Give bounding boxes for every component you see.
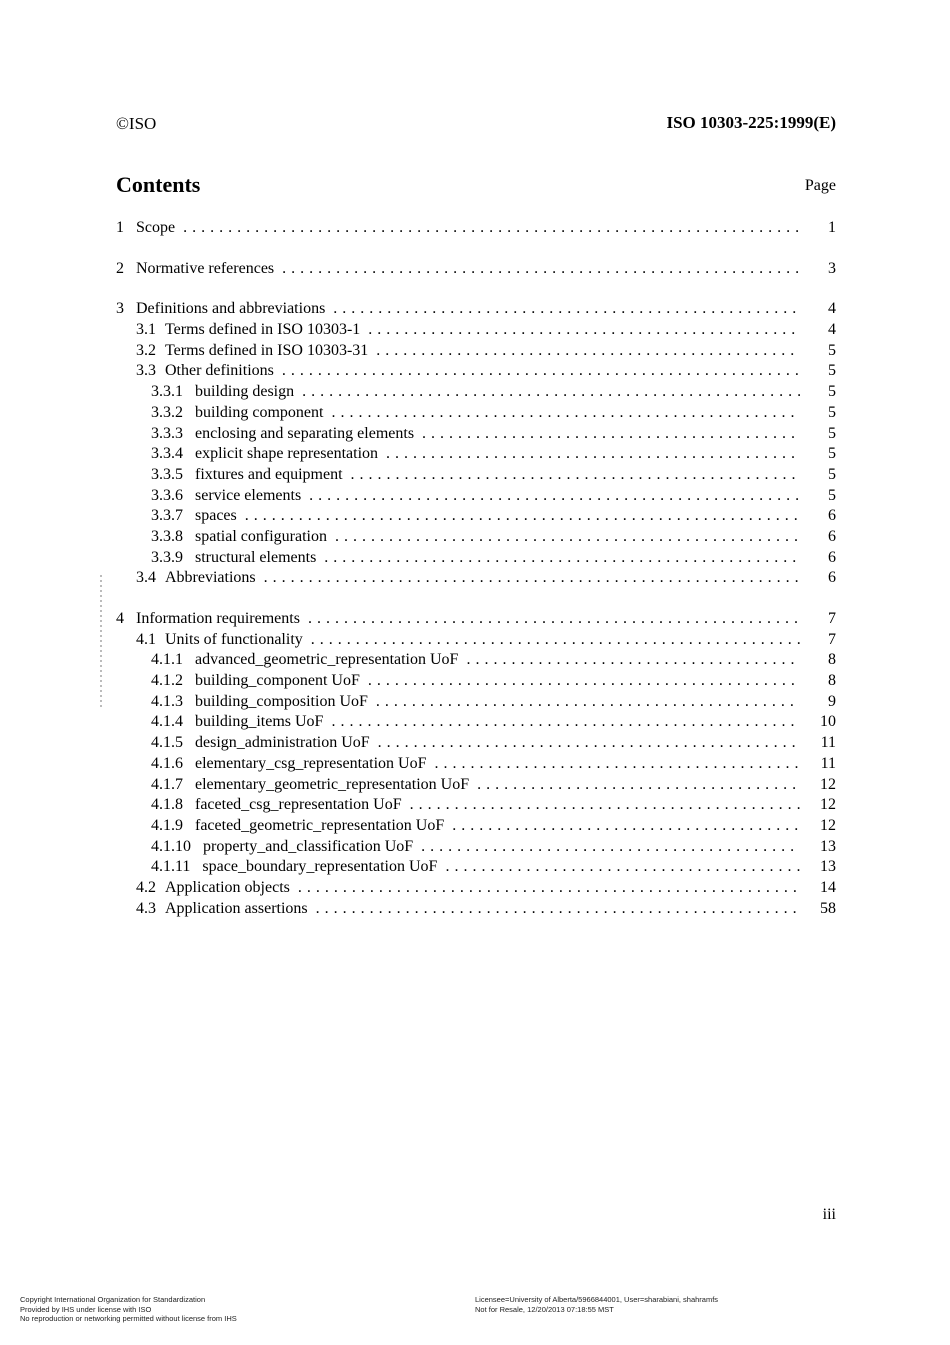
toc-leader-dots — [245, 506, 800, 527]
toc-leader-dots — [316, 899, 800, 920]
toc-entry-number: 2 — [116, 259, 124, 277]
toc-entry-title: elementary_csg_representation UoF — [195, 754, 427, 772]
toc-section-group — [116, 609, 836, 919]
toc-entry-number: 4.1.11 — [151, 858, 191, 876]
toc-entry[interactable] — [116, 465, 836, 486]
toc-entry-number: 4 — [116, 610, 124, 627]
toc-entry-title: fixtures and equipment — [195, 465, 343, 483]
toc-entry-number: 3.3.8 — [151, 527, 183, 545]
toc-entry-page: 3 — [828, 259, 836, 277]
toc-entry[interactable] — [116, 630, 836, 651]
toc-entry-number: 4.1.8 — [151, 796, 183, 814]
toc-entry-title: enclosing and separating elements — [195, 424, 415, 442]
page-column-label: Page — [804, 177, 836, 194]
toc-section-group — [116, 259, 836, 280]
toc-entry-page: 14 — [820, 878, 836, 896]
toc-entry-page: 5 — [828, 445, 836, 463]
toc-entry-title: Units of functionality — [165, 630, 303, 648]
toc-entry-page: 6 — [828, 507, 836, 525]
toc-entry-page: 5 — [828, 362, 836, 380]
toc-section-group — [116, 299, 836, 589]
toc-entry[interactable] — [116, 816, 836, 837]
toc-entry-title: Application assertions — [165, 899, 308, 917]
toc-entry-number: 1 — [116, 219, 124, 236]
toc-entry[interactable] — [116, 320, 836, 341]
toc-entry-title: building_composition UoF — [195, 692, 368, 710]
toc-entry-number: 4.3 — [136, 899, 156, 917]
toc-entry-number: 4.1 — [136, 630, 156, 648]
toc-entry-number: 3.3.9 — [151, 548, 183, 566]
toc-entry-number: 3 — [116, 300, 124, 318]
toc-entry-page: 13 — [820, 858, 836, 876]
toc-section-group — [116, 218, 836, 239]
toc-entry-title: faceted_geometric_representation UoF — [195, 816, 445, 834]
toc-entry[interactable] — [116, 424, 836, 445]
toc-entry-title: service elements — [195, 486, 302, 504]
header-standard-id: ISO 10303-225:1999(E) — [666, 113, 836, 132]
toc-entry-number: 3.4 — [136, 569, 156, 587]
toc-entry-page: 12 — [820, 816, 836, 834]
toc-entry-number: 3.2 — [136, 341, 156, 359]
toc-entry-number: 3.3.6 — [151, 486, 183, 504]
toc-entry-page: 4 — [828, 321, 836, 339]
toc-entry-title: Other definitions — [165, 362, 274, 380]
footer-line: Not for Resale, 12/20/2013 07:18:55 MST — [475, 1304, 614, 1314]
toc-entry[interactable] — [116, 692, 836, 713]
toc-leader-dots — [282, 361, 800, 382]
toc-entry-number: 3.3.4 — [151, 445, 183, 463]
footer-line: Provided by IHS under license with ISO — [20, 1304, 152, 1314]
toc-leader-dots — [410, 795, 800, 816]
toc-entry-page: 6 — [828, 527, 836, 545]
toc-entry[interactable] — [116, 444, 836, 465]
margin-marker — [100, 575, 102, 710]
toc-leader-dots — [421, 837, 800, 858]
toc-entry-number: 4.1.3 — [151, 692, 183, 710]
toc-entry-page: 12 — [820, 775, 836, 793]
toc-entry[interactable] — [116, 609, 836, 630]
toc-entry-number: 3.3 — [136, 362, 156, 380]
toc-entry-page: 11 — [820, 754, 836, 772]
toc-entry[interactable] — [116, 361, 836, 382]
toc-entry-page: 5 — [828, 486, 836, 504]
toc-entry[interactable] — [116, 878, 836, 899]
toc-entry[interactable] — [116, 259, 836, 280]
toc-entry-number: 4.1.10 — [151, 837, 191, 855]
toc-leader-dots — [264, 568, 800, 589]
toc-entry[interactable] — [116, 795, 836, 816]
toc-entry-title: structural elements — [195, 548, 317, 566]
toc-entry-title: building design — [195, 383, 295, 401]
toc-entry[interactable] — [116, 382, 836, 403]
toc-entry-number: 4.1.5 — [151, 734, 183, 752]
toc-entry-title: Application objects — [165, 878, 290, 896]
toc-leader-dots — [376, 692, 800, 713]
toc-entry-number: 3.3.5 — [151, 465, 183, 483]
toc-entry-page: 5 — [828, 341, 836, 359]
toc-entry-number: 3.3.2 — [151, 403, 183, 421]
toc-entry[interactable] — [116, 218, 836, 239]
toc-leader-dots — [452, 816, 800, 837]
toc-entry-number: 4.2 — [136, 878, 156, 896]
toc-entry-page: 10 — [820, 713, 836, 731]
footer-line: Copyright International Organization for Standardization — [20, 1295, 206, 1304]
toc-entry[interactable] — [116, 403, 836, 424]
footer-copyright — [20, 1295, 237, 1324]
toc-entry[interactable] — [116, 775, 836, 796]
toc-leader-dots — [368, 320, 800, 341]
toc-entry-number: 4.1.6 — [151, 754, 183, 772]
page-number: iii — [822, 1206, 836, 1223]
toc-entry-page: 7 — [828, 610, 836, 627]
footer-line: Licensee=University of Alberta/5966844001, User=sharabiani, shahramfs — [475, 1295, 719, 1304]
toc-leader-dots — [308, 609, 800, 630]
toc-entry-page: 58 — [820, 899, 836, 917]
toc-entry-number: 3.3.7 — [151, 507, 183, 525]
toc-entry[interactable] — [116, 299, 836, 320]
toc-entry-number: 4.1.9 — [151, 816, 183, 834]
toc-entry[interactable] — [116, 650, 836, 671]
toc-entry-title: advanced_geometric_representation UoF — [195, 651, 459, 669]
toc-entry-page: 8 — [828, 651, 836, 669]
toc-entry-number: 3.3.3 — [151, 424, 183, 442]
toc-leader-dots — [434, 754, 800, 775]
toc-entry-page: 5 — [828, 383, 836, 401]
toc-leader-dots — [335, 527, 800, 548]
toc-entry-title: Definitions and abbreviations — [136, 300, 326, 318]
toc-entry[interactable] — [116, 733, 836, 754]
toc-leader-dots — [333, 299, 800, 320]
contents-title: Contents — [116, 172, 201, 197]
toc-entry-number: 3.3.1 — [151, 383, 183, 401]
toc-entry-page: 4 — [828, 300, 836, 318]
toc-entry-page: 7 — [828, 630, 836, 648]
toc-leader-dots — [445, 857, 800, 878]
toc-entry-page: 5 — [828, 424, 836, 442]
toc-entry[interactable] — [116, 486, 836, 507]
toc-entry-number: 4.1.7 — [151, 775, 183, 793]
toc-entry-title: Scope — [136, 219, 176, 236]
toc-entry-page: 6 — [828, 548, 836, 566]
toc-leader-dots — [368, 671, 800, 692]
table-of-contents — [116, 218, 836, 939]
toc-entry[interactable] — [116, 857, 836, 878]
toc-entry-number: 3.1 — [136, 321, 156, 339]
toc-entry[interactable] — [116, 506, 836, 527]
toc-entry-title: building_items UoF — [195, 713, 324, 731]
toc-entry[interactable] — [116, 548, 836, 569]
toc-entry-page: 5 — [828, 465, 836, 483]
toc-leader-dots — [477, 775, 800, 796]
toc-leader-dots — [183, 218, 800, 239]
toc-leader-dots — [324, 548, 800, 569]
toc-leader-dots — [466, 650, 800, 671]
toc-entry[interactable] — [116, 712, 836, 733]
toc-leader-dots — [422, 424, 800, 445]
toc-entry-number: 4.1.4 — [151, 713, 183, 731]
toc-entry-page: 1 — [828, 219, 836, 236]
toc-entry-title: Normative references — [136, 259, 275, 277]
toc-entry-page: 8 — [828, 672, 836, 690]
toc-entry-page: 12 — [820, 796, 836, 814]
toc-entry[interactable] — [116, 754, 836, 775]
toc-entry-page: 6 — [828, 569, 836, 587]
toc-leader-dots — [298, 878, 800, 899]
toc-entry-page: 11 — [820, 734, 836, 752]
toc-leader-dots — [386, 444, 800, 465]
toc-entry-page: 13 — [820, 837, 836, 855]
toc-entry-title: elementary_geometric_representation UoF — [195, 775, 470, 793]
toc-leader-dots — [331, 403, 800, 424]
toc-entry[interactable] — [116, 899, 836, 920]
toc-entry-title: design_administration UoF — [195, 734, 370, 752]
toc-entry[interactable] — [116, 341, 836, 362]
toc-entry-title: Terms defined in ISO 10303-31 — [165, 341, 369, 359]
footer-license — [475, 1295, 718, 1314]
toc-entry-number: 4.1.1 — [151, 651, 183, 669]
toc-entry-title: property_and_classification UoF — [203, 837, 414, 855]
toc-leader-dots — [376, 341, 800, 362]
toc-entry[interactable] — [116, 568, 836, 589]
toc-leader-dots — [331, 712, 800, 733]
toc-entry[interactable] — [116, 527, 836, 548]
toc-entry-page: 9 — [828, 692, 836, 710]
toc-entry-title: explicit shape representation — [195, 445, 379, 463]
toc-leader-dots — [309, 486, 800, 507]
toc-entry[interactable] — [116, 837, 836, 858]
toc-entry-title: Terms defined in ISO 10303-1 — [165, 321, 361, 339]
toc-leader-dots — [311, 630, 800, 651]
toc-entry-title: Information requirements — [136, 610, 300, 627]
toc-leader-dots — [302, 382, 800, 403]
toc-entry-title: spatial configuration — [195, 527, 327, 545]
toc-entry-page: 5 — [828, 403, 836, 421]
header-copyright: ©ISO — [116, 114, 157, 133]
toc-leader-dots — [282, 259, 800, 280]
toc-entry-title: faceted_csg_representation UoF — [195, 796, 402, 814]
toc-leader-dots — [351, 465, 800, 486]
footer-line: No reproduction or networking permitted without license from IHS — [20, 1314, 237, 1323]
toc-entry-title: Abbreviations — [165, 569, 256, 587]
toc-entry-title: spaces — [195, 507, 237, 525]
toc-leader-dots — [378, 733, 800, 754]
toc-entry-title: building component — [195, 403, 324, 421]
toc-entry[interactable] — [116, 671, 836, 692]
toc-entry-title: space_boundary_representation UoF — [202, 858, 438, 876]
toc-entry-number: 4.1.2 — [151, 672, 183, 690]
toc-entry-title: building_component UoF — [195, 672, 360, 690]
